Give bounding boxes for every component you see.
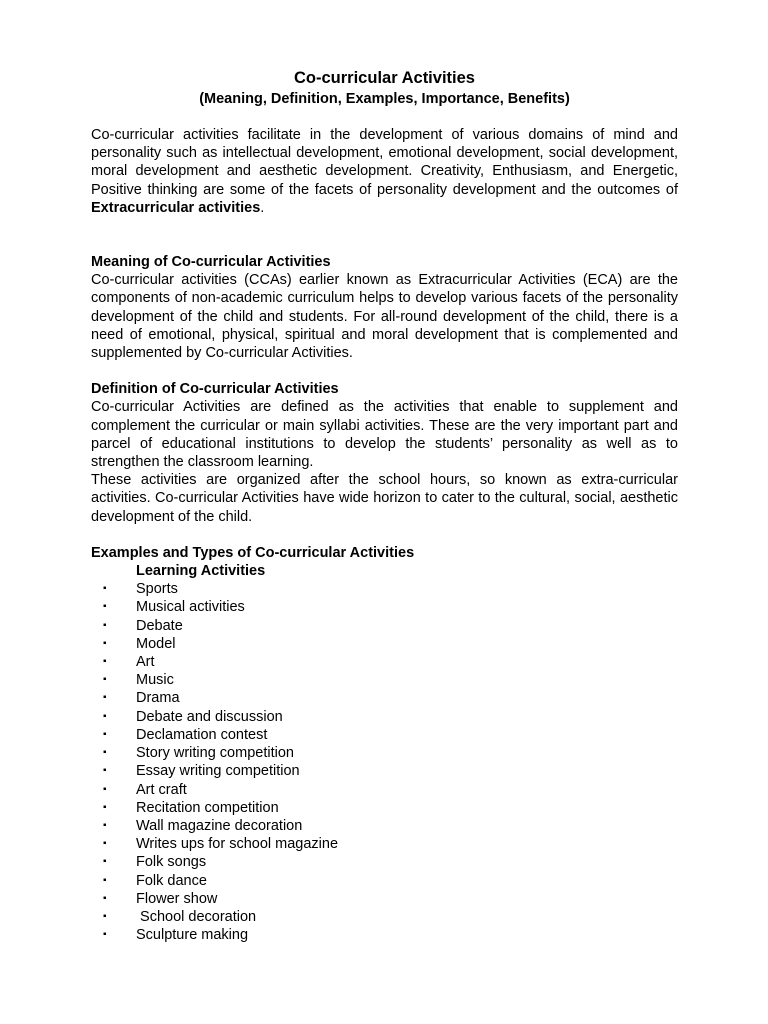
list-item [91,708,678,726]
activities-list [91,580,678,944]
list-item-label: Musical activities [136,599,245,616]
bullet-icon: ▪ [103,747,107,759]
bullet-icon: ▪ [103,692,107,704]
definition-heading: Definition of Co-curricular Activities [91,381,339,398]
bullet-icon: ▪ [103,710,107,722]
bullet-icon: ▪ [103,728,107,740]
bullet-icon: ▪ [103,856,107,868]
list-item [91,580,678,598]
definition-paragraph-2: These activities are organized after the school hours, so known as extra-curricular activities. Co-curricular Activities have wide horizon to cater to the cultural, social, aesthetic development of the child. [91,472,678,525]
list-item [91,689,678,707]
meaning-heading: Meaning of Co-curricular Activities [91,254,331,271]
list-item [91,872,678,890]
list-item [91,617,678,635]
list-item-label: School decoration [136,908,257,925]
bullet-icon: ▪ [103,619,107,631]
intro-text: Co-curricular activities facilitate in the development of various domains of mind and personality such as intellectual development, emotional development, social development, moral development and aesthetic development. Creativity, Enthusiasm, and Energetic, Positive thinking are some of the facets of personality development and the outcomes of [91,127,678,198]
bullet-icon: ▪ [103,874,107,886]
list-item-label: Art [136,654,155,671]
list-item [91,744,678,762]
list-item-label: Flower show [136,890,218,907]
bullet-icon: ▪ [103,637,107,649]
list-item-label: Story writing competition [136,745,294,762]
bullet-icon: ▪ [103,783,107,795]
bullet-icon: ▪ [103,838,107,850]
meaning-paragraph: Co-curricular activities (CCAs) earlier known as Extracurricular Activities (ECA) are the components of non-academic curriculum helps to develop various facets of the personality development of the child and students. For all-round development of the child, there is a need of emotional, physical, spiritual and moral development that is complemented and supplemented by Co-curricular Activities. [91,272,678,362]
intro-end: . [260,199,265,216]
bullet-icon: ▪ [103,892,107,904]
list-item-label: Folk dance [136,872,207,889]
list-item [91,781,678,799]
list-item [91,726,678,744]
list-item [91,926,678,944]
list-item-label: Art craft [136,781,187,798]
list-item [91,908,678,926]
list-item-label: Music [136,672,174,689]
list-item-label: Drama [136,690,180,707]
document-title: Co-curricular Activities [294,69,475,87]
learning-activities-subheading: Learning Activities [136,563,266,580]
bullet-icon: ▪ [103,583,107,595]
bullet-icon: ▪ [103,801,107,813]
list-item-label: Sports [136,581,178,598]
list-item [91,762,678,780]
list-item [91,598,678,616]
intro-paragraph [91,126,678,217]
list-item-label: Wall magazine decoration [136,817,303,834]
list-item [91,817,678,835]
list-item-label: Folk songs [136,854,207,871]
list-item [91,835,678,853]
list-item [91,635,678,653]
definition-paragraph-1: Co-curricular Activities are defined as the activities that enable to supplement and complement the curricular or main syllabi activities. These are the very important part and parcel of educational institutions to develop the students’ personality as well as to strengthen the classroom learning. [91,399,678,471]
bullet-icon: ▪ [103,929,107,941]
list-item [91,853,678,871]
list-item-label: Recitation competition [136,799,279,816]
list-item [91,671,678,689]
list-item [91,799,678,817]
list-item [91,890,678,908]
list-item-label: Sculpture making [136,927,249,944]
list-item [91,653,678,671]
list-item-label: Model [136,635,176,652]
bullet-icon: ▪ [103,601,107,613]
document-subtitle: (Meaning, Definition, Examples, Importance, Benefits) [199,91,570,107]
list-item-label: Declamation contest [136,726,268,743]
list-item-label: Debate [136,617,183,634]
bullet-icon: ▪ [103,910,107,922]
intro-bold-term: Extracurricular activities [91,199,261,216]
bullet-icon: ▪ [103,819,107,831]
examples-heading: Examples and Types of Co-curricular Activities [91,544,415,561]
bullet-icon: ▪ [103,765,107,777]
bullet-icon: ▪ [103,674,107,686]
list-item-label: Essay writing competition [136,763,300,780]
list-item-label: Writes ups for school magazine [136,836,339,853]
list-item-label: Debate and discussion [136,708,283,725]
bullet-icon: ▪ [103,656,107,668]
